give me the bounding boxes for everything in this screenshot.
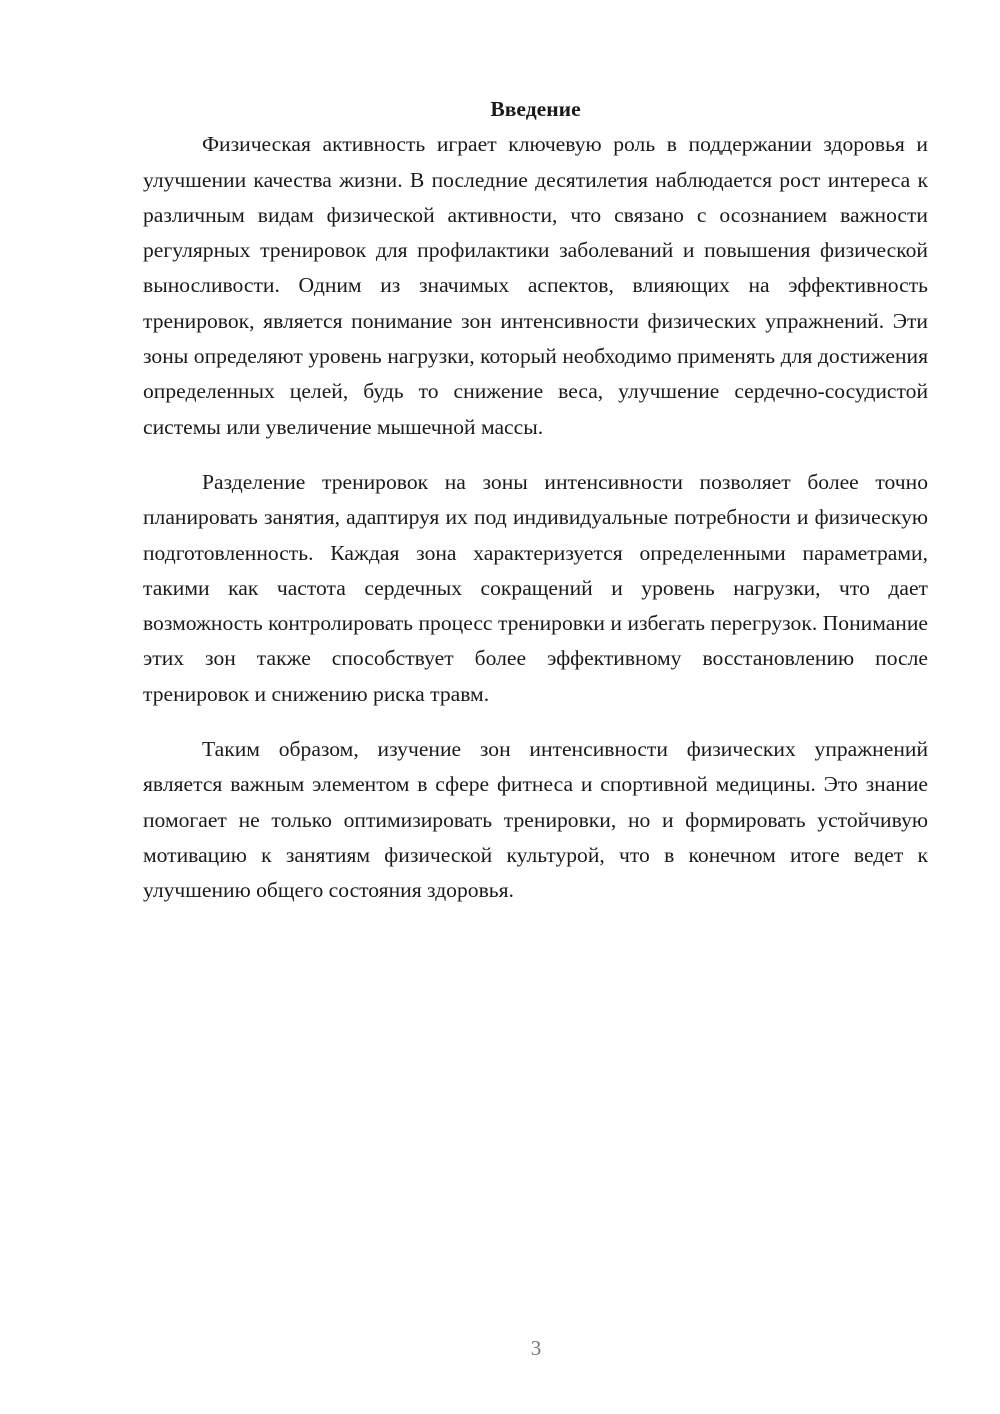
- section-heading: Введение: [490, 97, 581, 121]
- page-content: [143, 92, 928, 909]
- paragraph-3: Таким образом, изучение зон интенсивности физических упражнений является важным элементом в сфере фитнеса и спортивной медицины. Это знание помогает не только оптимизировать тренировки, но и формировать устойчивую мотивацию к занятиям физической культурой, что в конечном итоге ведет к улучшению общего состояния здоровья.: [143, 737, 928, 903]
- page-number: 3: [530, 1336, 542, 1360]
- paragraph-2: Разделение тренировок на зоны интенсивности позволяет более точно планировать занятия, адаптируя их под индивидуальные потребности и физическую подготовленность. Каждая зона характеризуется определенными параметрами, такими как частота сердечных сокращений и уровень нагрузки, что дает возможность контролировать процесс тренировки и избегать перегрузок. Понимание этих зон также способствует более эффективному восстановлению после тренировок и снижению риска травм.: [143, 469, 928, 706]
- paragraph-1: Физическая активность играет ключевую роль в поддержании здоровья и улучшении качества жизни. В последние десятилетия наблюдается рост интереса к различным видам физической активности, что связано с осознанием важности регулярных тренировок для профилактики заболеваний и повышения физической выносливости. Одним из значимых аспектов, влияющих на эффективность тренировок, является понимание зон интенсивности физических упражнений. Эти зоны определяют уровень нагрузки, который необходимо применять для достижения определенных целей, будь то снижение веса, улучшение сердечно-сосудистой системы или увеличение мышечной массы.: [143, 132, 928, 439]
